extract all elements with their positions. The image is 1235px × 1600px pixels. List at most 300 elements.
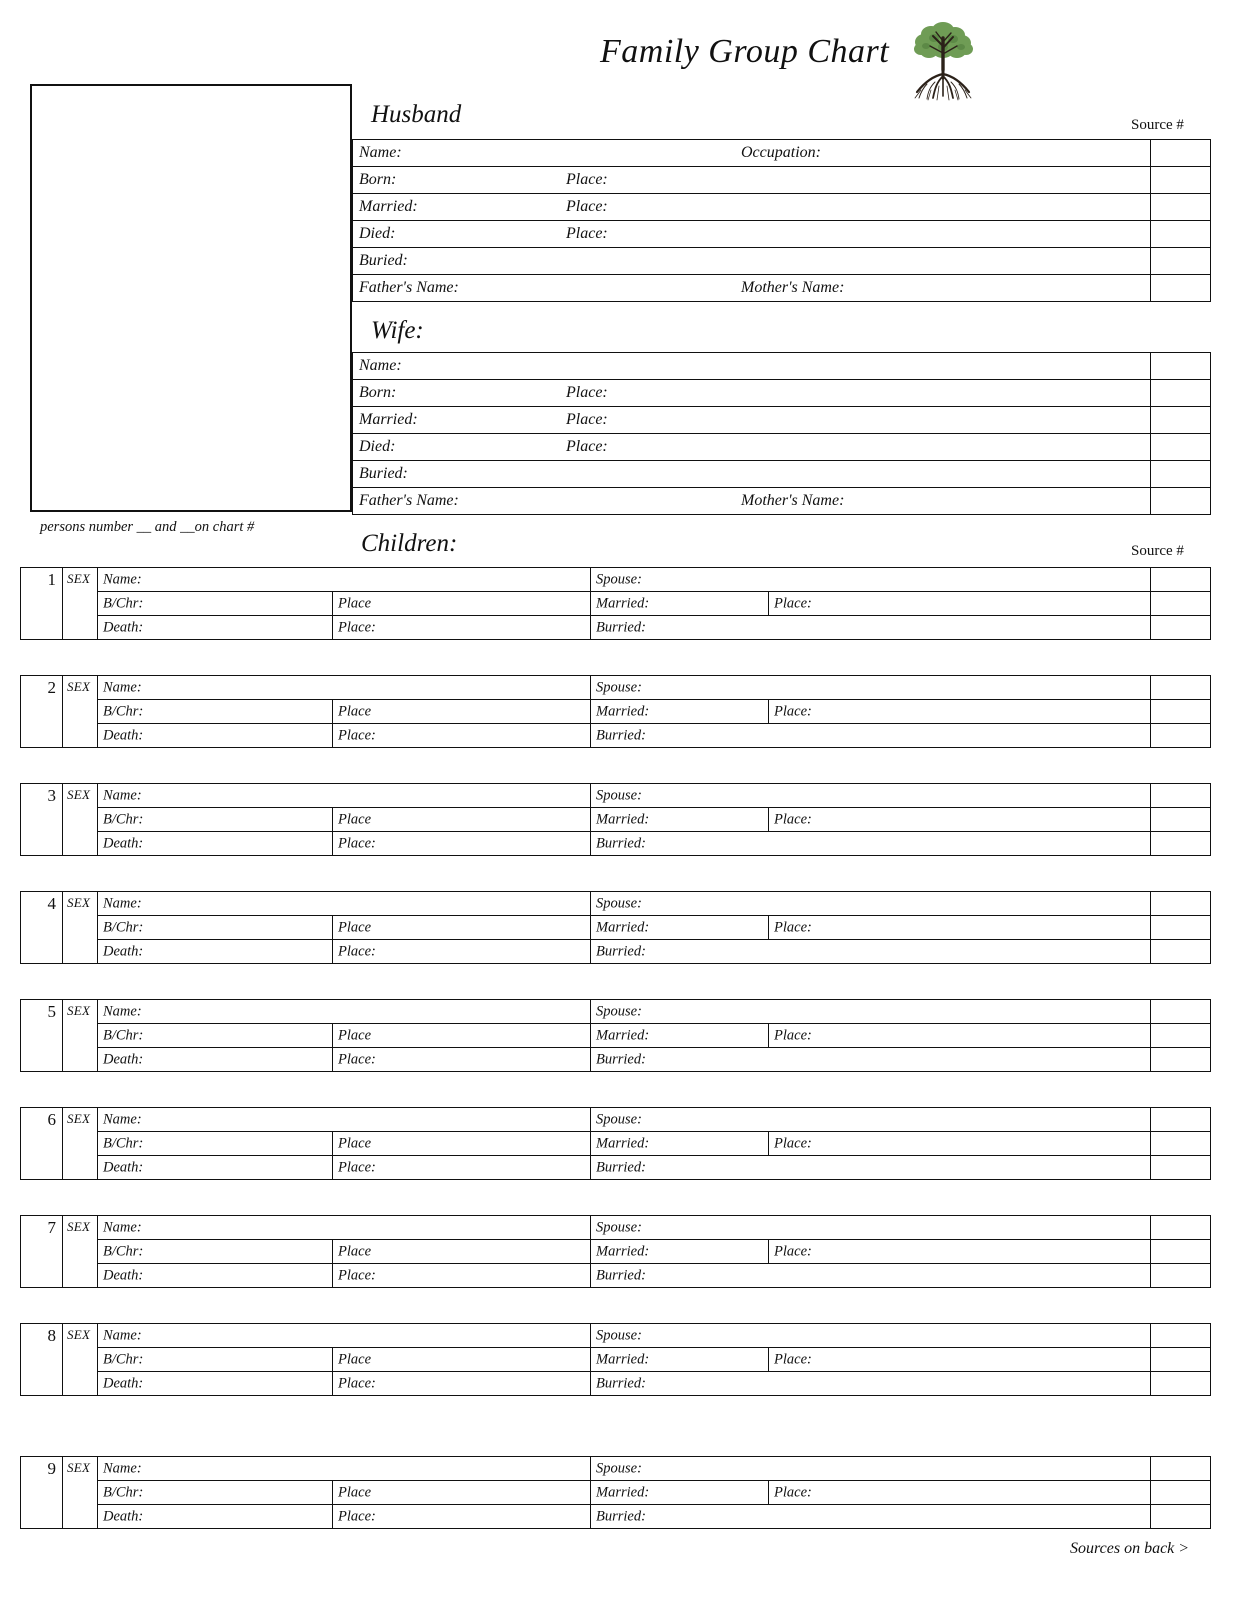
child-married-place-cell[interactable] — [769, 1240, 1151, 1264]
wife-table — [352, 352, 1211, 515]
child-death-place-cell[interactable] — [333, 1372, 591, 1396]
child-death-row — [21, 832, 1211, 856]
child-death-place-label: Place: — [338, 943, 376, 959]
child-married-place-cell[interactable] — [769, 1348, 1151, 1372]
child-row — [20, 1323, 1210, 1393]
wife-born-place-label: Place: — [566, 384, 608, 401]
child-death-place-cell[interactable] — [333, 1156, 591, 1180]
child-death-place-label: Place: — [338, 1267, 376, 1283]
child-death-cell[interactable] — [98, 1048, 333, 1072]
child-spouse-cell[interactable] — [591, 1457, 1151, 1481]
child-name-label: Name: — [103, 1111, 142, 1127]
child-source-death[interactable] — [1151, 832, 1211, 856]
child-birth-cell[interactable] — [98, 700, 333, 724]
child-married-place-cell[interactable] — [769, 916, 1151, 940]
child-sex-label: SEX — [67, 679, 91, 694]
child-death-row — [21, 1156, 1211, 1180]
child-row — [20, 1107, 1210, 1177]
child-birth-label: B/Chr: — [103, 1484, 144, 1500]
child-death-place-cell[interactable] — [333, 1264, 591, 1288]
child-spouse-cell[interactable] — [591, 1216, 1151, 1240]
child-row — [20, 675, 1210, 745]
child-number-cell — [21, 784, 63, 856]
child-spouse-cell[interactable] — [591, 568, 1151, 592]
child-death-cell[interactable] — [98, 1264, 333, 1288]
child-birth-place-cell[interactable] — [333, 1024, 591, 1048]
wife-row-parents — [353, 488, 1211, 515]
child-source-name[interactable] — [1151, 676, 1211, 700]
photo-box[interactable] — [30, 84, 352, 512]
child-name-cell[interactable] — [98, 1108, 591, 1132]
child-married-place-label: Place: — [774, 919, 812, 935]
child-number: 2 — [47, 678, 56, 697]
child-source-death[interactable] — [1151, 940, 1211, 964]
husband-mother-label: Mother's Name: — [741, 279, 845, 296]
child-name-cell[interactable] — [98, 1216, 591, 1240]
wife-row-name — [353, 353, 1211, 380]
child-sex-label: SEX — [67, 1460, 91, 1475]
wife-born-label: Born: — [359, 384, 397, 401]
child-death-label: Death: — [103, 943, 144, 959]
child-sex-label: SEX — [67, 1111, 91, 1126]
child-death-label: Death: — [103, 1159, 144, 1175]
child-table — [20, 1456, 1211, 1529]
child-birth-place-cell[interactable] — [333, 1132, 591, 1156]
wife-died-cell[interactable] — [353, 434, 1151, 461]
child-table — [20, 675, 1211, 748]
child-number: 6 — [47, 1110, 56, 1129]
husband-died-label: Died: — [359, 225, 396, 242]
child-spouse-label: Spouse: — [596, 679, 642, 695]
child-buried-label: Burried: — [596, 1508, 646, 1524]
child-married-place-cell[interactable] — [769, 808, 1151, 832]
child-birth-label: B/Chr: — [103, 1351, 144, 1367]
wife-row-married — [353, 407, 1211, 434]
child-birth-cell[interactable] — [98, 1240, 333, 1264]
wife-source-buried[interactable] — [1151, 461, 1211, 488]
child-birth-place-label: Place — [338, 1351, 372, 1367]
child-name-label: Name: — [103, 1003, 142, 1019]
child-birth-place-label: Place — [338, 1484, 372, 1500]
child-name-cell[interactable] — [98, 784, 591, 808]
child-married-place-label: Place: — [774, 811, 812, 827]
child-spouse-cell[interactable] — [591, 676, 1151, 700]
child-married-cell[interactable] — [591, 592, 769, 616]
child-table — [20, 567, 1211, 640]
child-source-name[interactable] — [1151, 1457, 1211, 1481]
child-birth-place-cell[interactable] — [333, 916, 591, 940]
child-birth-place-cell[interactable] — [333, 700, 591, 724]
child-source-name[interactable] — [1151, 1000, 1211, 1024]
child-birth-row — [21, 592, 1211, 616]
husband-born-cell[interactable] — [353, 167, 1151, 194]
child-married-cell[interactable] — [591, 808, 769, 832]
husband-died-cell[interactable] — [353, 221, 1151, 248]
child-birth-cell[interactable] — [98, 916, 333, 940]
child-sex-cell[interactable] — [63, 1108, 98, 1180]
child-row — [20, 1456, 1210, 1526]
child-death-place-label: Place: — [338, 1159, 376, 1175]
child-buried-cell[interactable] — [591, 1372, 1151, 1396]
husband-row-born — [353, 167, 1211, 194]
wife-mother-label: Mother's Name: — [741, 492, 845, 509]
child-spouse-label: Spouse: — [596, 895, 642, 911]
child-birth-place-label: Place — [338, 595, 372, 611]
wife-married-label: Married: — [359, 411, 418, 428]
child-row — [20, 567, 1210, 637]
child-name-cell[interactable] — [98, 568, 591, 592]
child-married-place-label: Place: — [774, 1484, 812, 1500]
child-name-label: Name: — [103, 787, 142, 803]
husband-born-place-label: Place: — [566, 171, 608, 188]
husband-married-cell[interactable] — [353, 194, 1151, 221]
child-death-label: Death: — [103, 1375, 144, 1391]
child-married-label: Married: — [596, 595, 650, 611]
child-spouse-label: Spouse: — [596, 1111, 642, 1127]
child-married-cell[interactable] — [591, 700, 769, 724]
source-column-header-children: Source # — [1131, 543, 1184, 559]
child-buried-cell[interactable] — [591, 1156, 1151, 1180]
child-birth-row — [21, 1024, 1211, 1048]
persons-number-note: persons number __ and __on chart # — [40, 519, 255, 535]
child-married-place-cell[interactable] — [769, 592, 1151, 616]
wife-source-died[interactable] — [1151, 434, 1211, 461]
child-death-label: Death: — [103, 1267, 144, 1283]
child-birth-place-label: Place — [338, 919, 372, 935]
child-source-birth[interactable] — [1151, 1024, 1211, 1048]
child-death-place-cell[interactable] — [333, 1505, 591, 1529]
wife-row-buried — [353, 461, 1211, 488]
child-death-cell[interactable] — [98, 940, 333, 964]
child-birth-row — [21, 808, 1211, 832]
child-birth-row — [21, 1132, 1211, 1156]
husband-buried-label: Buried: — [359, 252, 408, 269]
child-source-death[interactable] — [1151, 1264, 1211, 1288]
wife-died-label: Died: — [359, 438, 396, 455]
child-married-cell[interactable] — [591, 916, 769, 940]
husband-source-parents[interactable] — [1151, 275, 1211, 302]
child-spouse-label: Spouse: — [596, 571, 642, 587]
child-death-label: Death: — [103, 1508, 144, 1524]
child-married-place-cell[interactable] — [769, 1481, 1151, 1505]
child-sex-label: SEX — [67, 1003, 91, 1018]
child-name-row — [21, 1324, 1211, 1348]
wife-buried-cell[interactable] — [353, 461, 1151, 488]
child-source-birth[interactable] — [1151, 916, 1211, 940]
child-source-name[interactable] — [1151, 784, 1211, 808]
child-sex-label: SEX — [67, 787, 91, 802]
child-sex-cell[interactable] — [63, 784, 98, 856]
child-sex-cell[interactable] — [63, 1216, 98, 1288]
child-sex-cell[interactable] — [63, 1000, 98, 1072]
child-buried-label: Burried: — [596, 943, 646, 959]
child-death-place-label: Place: — [338, 1051, 376, 1067]
child-death-place-cell[interactable] — [333, 832, 591, 856]
husband-name-cell[interactable] — [353, 140, 1151, 167]
child-death-place-cell[interactable] — [333, 616, 591, 640]
child-birth-place-label: Place — [338, 1243, 372, 1259]
child-death-row — [21, 1372, 1211, 1396]
wife-row-died — [353, 434, 1211, 461]
child-death-place-label: Place: — [338, 1375, 376, 1391]
wife-father-label: Father's Name: — [359, 492, 459, 509]
husband-source-died[interactable] — [1151, 221, 1211, 248]
child-source-birth[interactable] — [1151, 1481, 1211, 1505]
husband-source-name[interactable] — [1151, 140, 1211, 167]
child-source-name[interactable] — [1151, 892, 1211, 916]
husband-row-married — [353, 194, 1211, 221]
child-birth-place-cell[interactable] — [333, 1240, 591, 1264]
child-spouse-cell[interactable] — [591, 1108, 1151, 1132]
child-name-row — [21, 1000, 1211, 1024]
child-name-cell[interactable] — [98, 892, 591, 916]
husband-source-married[interactable] — [1151, 194, 1211, 221]
child-name-cell[interactable] — [98, 1324, 591, 1348]
wife-parents-cell[interactable] — [353, 488, 1151, 515]
child-death-row — [21, 616, 1211, 640]
wife-born-cell[interactable] — [353, 380, 1151, 407]
child-birth-label: B/Chr: — [103, 1027, 144, 1043]
child-birth-row — [21, 916, 1211, 940]
child-married-label: Married: — [596, 1243, 650, 1259]
wife-name-label: Name: — [359, 357, 402, 374]
husband-died-place-label: Place: — [566, 225, 608, 242]
child-birth-cell[interactable] — [98, 1481, 333, 1505]
child-table — [20, 783, 1211, 856]
child-married-label: Married: — [596, 1027, 650, 1043]
child-source-birth[interactable] — [1151, 1132, 1211, 1156]
child-buried-cell[interactable] — [591, 1505, 1151, 1529]
child-name-cell[interactable] — [98, 676, 591, 700]
child-number: 1 — [47, 570, 56, 589]
child-source-death[interactable] — [1151, 1156, 1211, 1180]
child-sex-cell[interactable] — [63, 892, 98, 964]
child-number-cell — [21, 892, 63, 964]
child-married-label: Married: — [596, 919, 650, 935]
husband-buried-cell[interactable] — [353, 248, 1151, 275]
child-death-place-label: Place: — [338, 1508, 376, 1524]
child-source-death[interactable] — [1151, 1505, 1211, 1529]
child-married-place-cell[interactable] — [769, 700, 1151, 724]
child-table — [20, 999, 1211, 1072]
child-birth-place-label: Place — [338, 1135, 372, 1151]
child-married-cell[interactable] — [591, 1481, 769, 1505]
child-source-birth[interactable] — [1151, 1240, 1211, 1264]
child-source-name[interactable] — [1151, 1324, 1211, 1348]
child-death-cell[interactable] — [98, 616, 333, 640]
child-source-death[interactable] — [1151, 1048, 1211, 1072]
child-sex-cell[interactable] — [63, 568, 98, 640]
child-spouse-cell[interactable] — [591, 1000, 1151, 1024]
husband-source-buried[interactable] — [1151, 248, 1211, 275]
child-married-place-label: Place: — [774, 595, 812, 611]
page-title: Family Group Chart — [600, 33, 890, 70]
child-source-death[interactable] — [1151, 616, 1211, 640]
child-table — [20, 891, 1211, 964]
child-death-row — [21, 1048, 1211, 1072]
child-birth-cell[interactable] — [98, 592, 333, 616]
child-death-place-label: Place: — [338, 727, 376, 743]
wife-source-married[interactable] — [1151, 407, 1211, 434]
child-birth-label: B/Chr: — [103, 811, 144, 827]
child-buried-label: Burried: — [596, 1375, 646, 1391]
child-married-place-label: Place: — [774, 703, 812, 719]
children-heading: Children: — [361, 530, 458, 557]
child-married-place-label: Place: — [774, 1243, 812, 1259]
child-name-cell[interactable] — [98, 1457, 591, 1481]
child-death-cell[interactable] — [98, 1156, 333, 1180]
child-birth-label: B/Chr: — [103, 703, 144, 719]
child-name-label: Name: — [103, 1327, 142, 1343]
child-source-death[interactable] — [1151, 724, 1211, 748]
child-number-cell — [21, 1457, 63, 1529]
child-name-row — [21, 892, 1211, 916]
wife-name-cell[interactable] — [353, 353, 1151, 380]
child-death-cell[interactable] — [98, 1372, 333, 1396]
child-death-label: Death: — [103, 727, 144, 743]
husband-born-label: Born: — [359, 171, 397, 188]
child-birth-row — [21, 1240, 1211, 1264]
child-source-name[interactable] — [1151, 1108, 1211, 1132]
child-source-death[interactable] — [1151, 1372, 1211, 1396]
husband-name-label: Name: — [359, 144, 402, 161]
child-name-cell[interactable] — [98, 1000, 591, 1024]
child-birth-place-cell[interactable] — [333, 1481, 591, 1505]
child-number-cell — [21, 1216, 63, 1288]
child-row — [20, 1215, 1210, 1285]
child-source-name[interactable] — [1151, 1216, 1211, 1240]
wife-married-cell[interactable] — [353, 407, 1151, 434]
child-sex-cell[interactable] — [63, 1324, 98, 1396]
child-number: 8 — [47, 1326, 56, 1345]
child-death-place-label: Place: — [338, 619, 376, 635]
child-death-cell[interactable] — [98, 724, 333, 748]
child-birth-cell[interactable] — [98, 1024, 333, 1048]
child-birth-cell[interactable] — [98, 1132, 333, 1156]
child-buried-label: Burried: — [596, 727, 646, 743]
child-source-name[interactable] — [1151, 568, 1211, 592]
child-birth-cell[interactable] — [98, 808, 333, 832]
child-source-birth[interactable] — [1151, 808, 1211, 832]
sources-on-back-note: Sources on back > — [1070, 1540, 1190, 1557]
child-buried-cell[interactable] — [591, 1048, 1151, 1072]
child-spouse-label: Spouse: — [596, 1327, 642, 1343]
child-source-birth[interactable] — [1151, 592, 1211, 616]
child-married-label: Married: — [596, 811, 650, 827]
child-death-cell[interactable] — [98, 832, 333, 856]
child-married-label: Married: — [596, 1135, 650, 1151]
child-birth-place-cell[interactable] — [333, 808, 591, 832]
child-buried-cell[interactable] — [591, 940, 1151, 964]
child-buried-cell[interactable] — [591, 616, 1151, 640]
child-number: 4 — [47, 894, 56, 913]
husband-row-buried — [353, 248, 1211, 275]
child-source-birth[interactable] — [1151, 700, 1211, 724]
child-spouse-cell[interactable] — [591, 892, 1151, 916]
child-married-place-label: Place: — [774, 1027, 812, 1043]
child-death-place-cell[interactable] — [333, 724, 591, 748]
child-death-cell[interactable] — [98, 1505, 333, 1529]
child-buried-cell[interactable] — [591, 832, 1151, 856]
child-death-place-cell[interactable] — [333, 940, 591, 964]
husband-parents-cell[interactable] — [353, 275, 1151, 302]
child-name-label: Name: — [103, 571, 142, 587]
child-married-cell[interactable] — [591, 1240, 769, 1264]
child-buried-label: Burried: — [596, 619, 646, 635]
child-spouse-cell[interactable] — [591, 784, 1151, 808]
child-death-row — [21, 1264, 1211, 1288]
wife-died-place-label: Place: — [566, 438, 608, 455]
child-sex-label: SEX — [67, 1219, 91, 1234]
child-married-cell[interactable] — [591, 1132, 769, 1156]
family-tree-icon — [897, 8, 989, 108]
child-name-row — [21, 784, 1211, 808]
child-number-cell — [21, 1324, 63, 1396]
husband-heading: Husband — [371, 101, 462, 128]
child-spouse-cell[interactable] — [591, 1324, 1151, 1348]
child-birth-place-cell[interactable] — [333, 592, 591, 616]
child-table — [20, 1215, 1211, 1288]
child-married-cell[interactable] — [591, 1348, 769, 1372]
child-sex-cell[interactable] — [63, 676, 98, 748]
child-married-cell[interactable] — [591, 1024, 769, 1048]
child-sex-cell[interactable] — [63, 1457, 98, 1529]
child-birth-label: B/Chr: — [103, 919, 144, 935]
child-married-label: Married: — [596, 1351, 650, 1367]
child-birth-place-label: Place — [338, 811, 372, 827]
child-name-label: Name: — [103, 895, 142, 911]
child-death-place-cell[interactable] — [333, 1048, 591, 1072]
child-buried-label: Burried: — [596, 1267, 646, 1283]
child-source-birth[interactable] — [1151, 1348, 1211, 1372]
child-row — [20, 891, 1210, 961]
child-sex-label: SEX — [67, 571, 91, 586]
child-table — [20, 1107, 1211, 1180]
child-number: 5 — [47, 1002, 56, 1021]
child-birth-label: B/Chr: — [103, 1135, 144, 1151]
husband-row-name — [353, 140, 1211, 167]
wife-source-born[interactable] — [1151, 380, 1211, 407]
child-buried-cell[interactable] — [591, 1264, 1151, 1288]
husband-father-label: Father's Name: — [359, 279, 459, 296]
wife-source-parents[interactable] — [1151, 488, 1211, 515]
child-birth-row — [21, 1348, 1211, 1372]
child-number: 7 — [47, 1218, 56, 1237]
child-birth-row — [21, 700, 1211, 724]
husband-source-born[interactable] — [1151, 167, 1211, 194]
child-spouse-label: Spouse: — [596, 1460, 642, 1476]
husband-married-label: Married: — [359, 198, 418, 215]
child-married-place-cell[interactable] — [769, 1024, 1151, 1048]
child-birth-cell[interactable] — [98, 1348, 333, 1372]
child-name-row — [21, 1457, 1211, 1481]
child-married-place-cell[interactable] — [769, 1132, 1151, 1156]
child-spouse-label: Spouse: — [596, 787, 642, 803]
child-birth-place-cell[interactable] — [333, 1348, 591, 1372]
child-married-label: Married: — [596, 1484, 650, 1500]
child-death-label: Death: — [103, 619, 144, 635]
child-spouse-label: Spouse: — [596, 1003, 642, 1019]
child-name-row — [21, 1108, 1211, 1132]
child-name-row — [21, 676, 1211, 700]
child-spouse-label: Spouse: — [596, 1219, 642, 1235]
child-buried-cell[interactable] — [591, 724, 1151, 748]
child-name-row — [21, 1216, 1211, 1240]
child-name-label: Name: — [103, 1219, 142, 1235]
wife-married-place-label: Place: — [566, 411, 608, 428]
wife-source-name[interactable] — [1151, 353, 1211, 380]
child-name-label: Name: — [103, 1460, 142, 1476]
